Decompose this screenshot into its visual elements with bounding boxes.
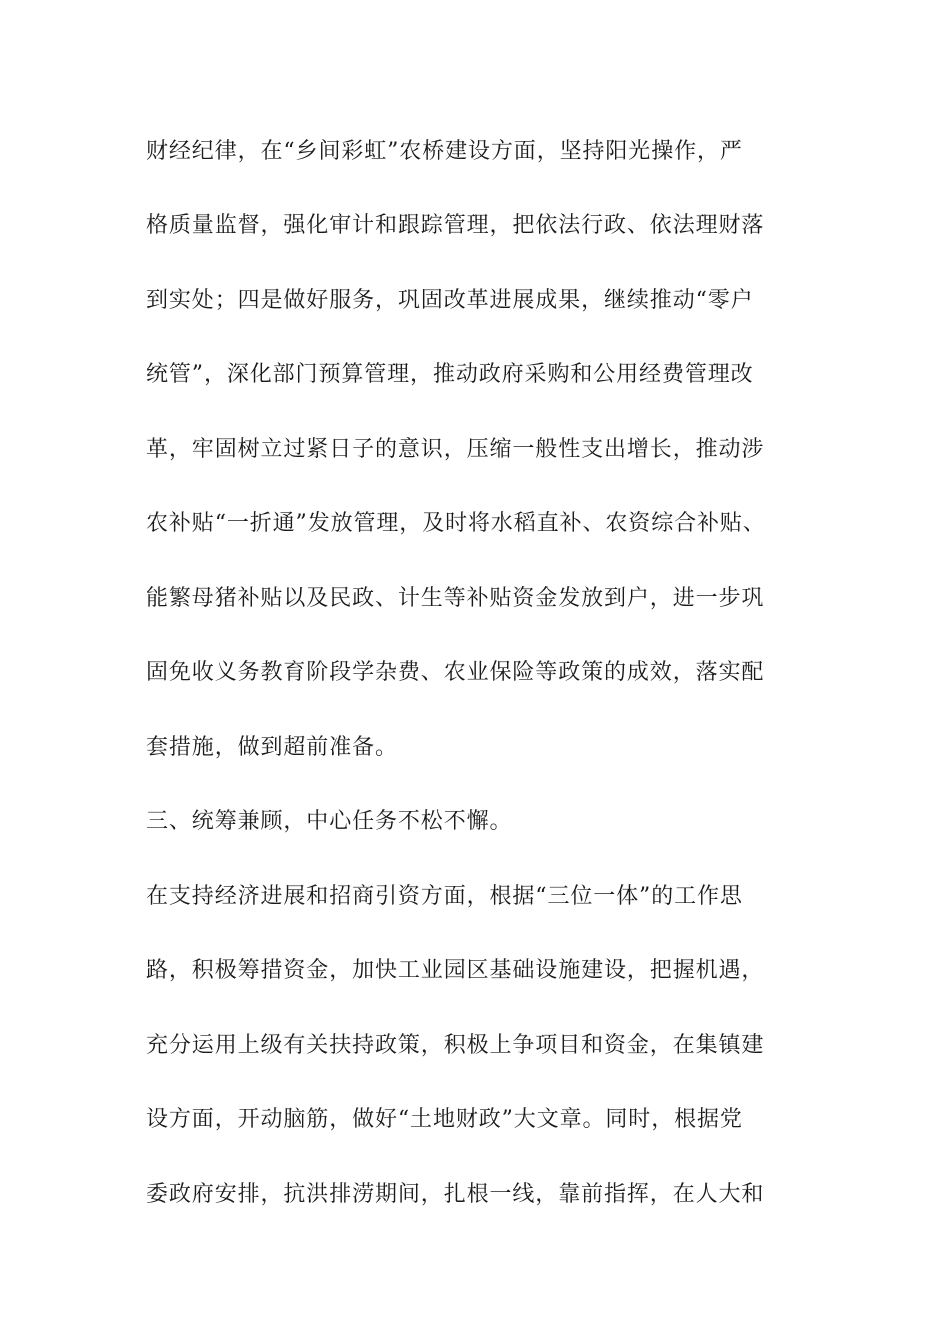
text-line: 委政府安排，抗洪排涝期间，扎根一线，靠前指挥，在人大和 [146,1182,765,1207]
text-line: 财经纪律，在“乡间彩虹”农桥建设方面，坚持阳光操作，严 [146,139,743,164]
text-line: 到实处；四是做好服务，巩固改革进展成果，继续推动“零户 [146,288,754,313]
text-line: 能繁母猪补贴以及民政、计生等补贴资金发放到户，进一步巩 [146,586,765,611]
text-line: 革，牢固树立过紧日子的意识，压缩一般性支出增长，推动涉 [146,437,765,462]
text-line: 套措施，做到超前准备。 [146,735,398,760]
text-line: 格质量监督，强化审计和跟踪管理，把依法行政、依法理财落 [146,213,765,238]
text-line: 农补贴“一折通”发放管理，及时将水稻直补、农资综合补贴、 [146,511,766,536]
text-line: 统管”，深化部门预算管理，推动政府采购和公用经费管理改 [146,362,754,387]
section-heading: 三、统筹兼顾，中心任务不松不懈。 [146,809,513,834]
text-line: 路，积极筹措资金，加快工业园区基础设施建设，把握机遇， [146,958,765,983]
text-line: 在支持经济进展和招商引资方面，根据“三位一体”的工作思 [146,884,743,909]
text-line: 充分运用上级有关扶持政策，积极上争项目和资金，在集镇建 [146,1033,765,1058]
text-line: 固免收义务教育阶段学杂费、农业保险等政策的成效，落实配 [146,660,765,685]
text-line: 设方面，开动脑筋，做好“土地财政”大文章。同时，根据党 [146,1107,743,1132]
